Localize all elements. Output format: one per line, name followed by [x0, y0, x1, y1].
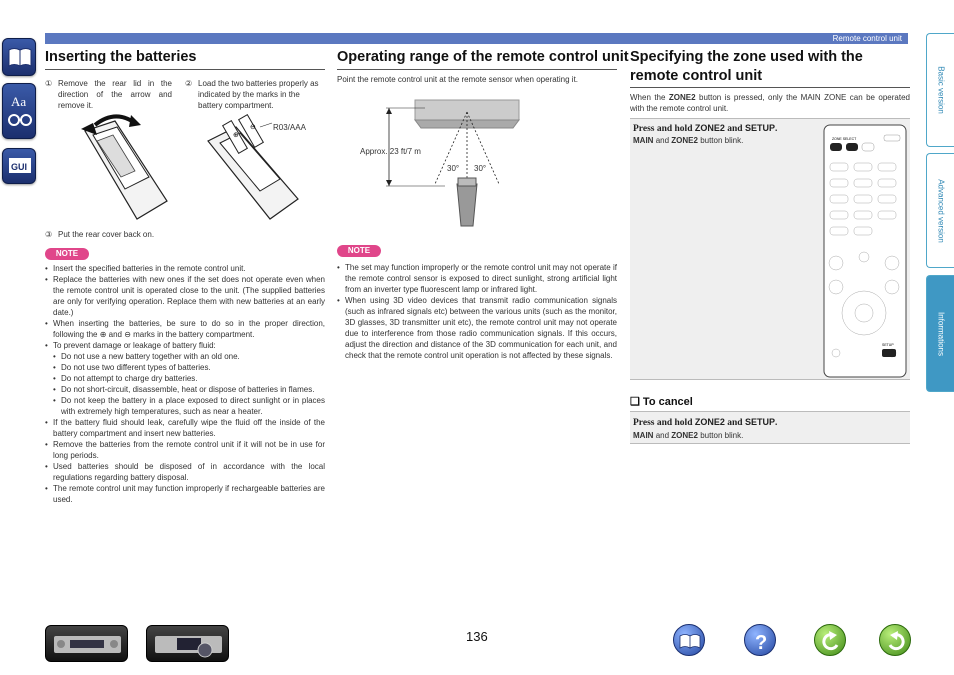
cancel-title: ❑ To cancel [630, 396, 693, 408]
zone-title: Specifying the zone used with the remote control unit [630, 49, 863, 84]
remote-control-illustration [822, 123, 908, 379]
svg-text:⊖: ⊖ [250, 123, 256, 131]
header-bar [45, 33, 908, 44]
step3-text: Put the rear cover back on. [58, 230, 155, 239]
cancel-line1: Press and hold ZONE2 and SETUP. [633, 417, 778, 428]
forward-icon[interactable] [879, 624, 911, 656]
batteries-note-badge: NOTE [45, 248, 89, 260]
list-item: • Do not use a new battery together with an old one. [45, 351, 325, 362]
step2-text: Load the two batteries properly as indicated by the marks in the battery compartment. [198, 79, 319, 110]
range-title: Operating range of the remote control unit [337, 49, 629, 65]
page-number: 136 [466, 629, 488, 644]
help-icon[interactable] [744, 624, 776, 656]
setup-text: SETUP [882, 343, 894, 347]
zone-select-text: ZONE SELECT [832, 137, 857, 141]
book-contents-icon[interactable] [2, 38, 36, 76]
remove-lid-illustration [75, 113, 175, 223]
list-item: • Used batteries should be disposed of in accordance with the local regulations regarding battery disposal. [45, 461, 325, 483]
list-item: • When inserting the batteries, be sure to do so in the proper direction, following the ⊕ and ⊖ marks in the battery compartment. [45, 318, 325, 340]
list-item: • If the battery fluid should leak, carefully wipe the fluid off the inside of the battery compartment and insert new batteries. [45, 417, 325, 439]
manual-book-icon[interactable] [673, 624, 705, 656]
list-item: • Do not keep the battery in a place exposed to direct sunlight or in places with extremely high temperatures, such as near a heater. [45, 395, 325, 417]
batteries-notes [45, 263, 325, 505]
gui-icon[interactable] [2, 148, 36, 184]
step2-num: ② [185, 79, 193, 88]
range-rule [337, 69, 617, 70]
text-index-icon[interactable] [2, 83, 36, 139]
list-item: • Replace the batteries with new ones if the set does not operate even when the remote control unit is operated close to the unit. (The supplied batteries are only for verifying operation. Replace them with new batteries at an early date.) [45, 274, 325, 318]
zone-step-box [630, 118, 910, 380]
cancel-line2: MAIN and ZONE2 button blink. [633, 431, 744, 440]
svg-text:⊕: ⊕ [233, 131, 239, 139]
display-panel-icon[interactable] [146, 625, 229, 662]
range-distance-label: Approx. 23 ft/7 m [360, 147, 421, 156]
step3-num: ③ [45, 230, 53, 239]
batteries-rule [45, 69, 325, 70]
zone-step-line2: MAIN and ZONE2 button blink. [633, 136, 744, 145]
range-note-badge: NOTE [337, 245, 381, 257]
angle-right-label: 30° [474, 164, 487, 173]
svg-text:?: ? [755, 632, 768, 654]
list-item: • Remove the batteries from the remote control unit if it will not be in use for long periods. [45, 439, 325, 461]
step1-num: ① [45, 79, 53, 88]
tab-advanced-version[interactable]: Advanced version [926, 153, 954, 268]
range-notes [337, 262, 617, 361]
batteries-title: Inserting the batteries [45, 49, 197, 65]
zone-step-line1: Press and hold ZONE2 and SETUP. [633, 123, 778, 134]
list-item: • Insert the specified batteries in the remote control unit. [45, 263, 325, 274]
section-label: Remote control unit [832, 34, 902, 43]
svg-text:Aa: Aa [11, 94, 27, 109]
cancel-box [630, 411, 910, 444]
list-item: • Do not use two different types of batteries. [45, 362, 325, 373]
step1-text: Remove the rear lid in the direction of the arrow and remove it. [58, 79, 172, 110]
tab-informations[interactable]: Informations [926, 275, 954, 392]
front-panel-icon[interactable] [45, 625, 128, 662]
range-intro: Point the remote control unit at the remote sensor when operating it. [337, 75, 579, 84]
list-item: • The remote control unit may function improperly if rechargeable batteries are used. [45, 483, 325, 505]
list-item: • When using 3D video devices that transmit radio communication signals (such as infrared signals etc) between the various units (such as the monitor, 3D glasses, 3D transmitter unit etc), the remote control unit may not operate due to interference from those radio communication signals. If this occurs, adjust the direction and distance of the 3D communication for each unit, and check that the remote control unit operation is not affected by these signals. [337, 295, 617, 361]
zone-rule [630, 87, 910, 88]
list-item: • Do not short-circuit, disassemble, heat or dispose of batteries in flames. [45, 384, 325, 395]
list-item: • To prevent damage or leakage of battery fluid: [45, 340, 325, 351]
angle-left-label: 30° [447, 164, 460, 173]
battery-type-label: R03/AAA [273, 123, 306, 132]
svg-text:GUI: GUI [11, 162, 28, 172]
tab-basic-version[interactable]: Basic version [926, 33, 954, 147]
list-item: • Do not attempt to charge dry batteries. [45, 373, 325, 384]
list-item: • The set may function improperly or the remote control unit may not operate if the remote control sensor is exposed to direct sunlight, strong artificial light from an inverter type fluorescent lamp or infrared light. [337, 262, 617, 295]
back-icon[interactable] [814, 624, 846, 656]
zone-intro: When the ZONE2 button is pressed, only the MAIN ZONE can be operated with the remote control unit. [630, 93, 910, 113]
